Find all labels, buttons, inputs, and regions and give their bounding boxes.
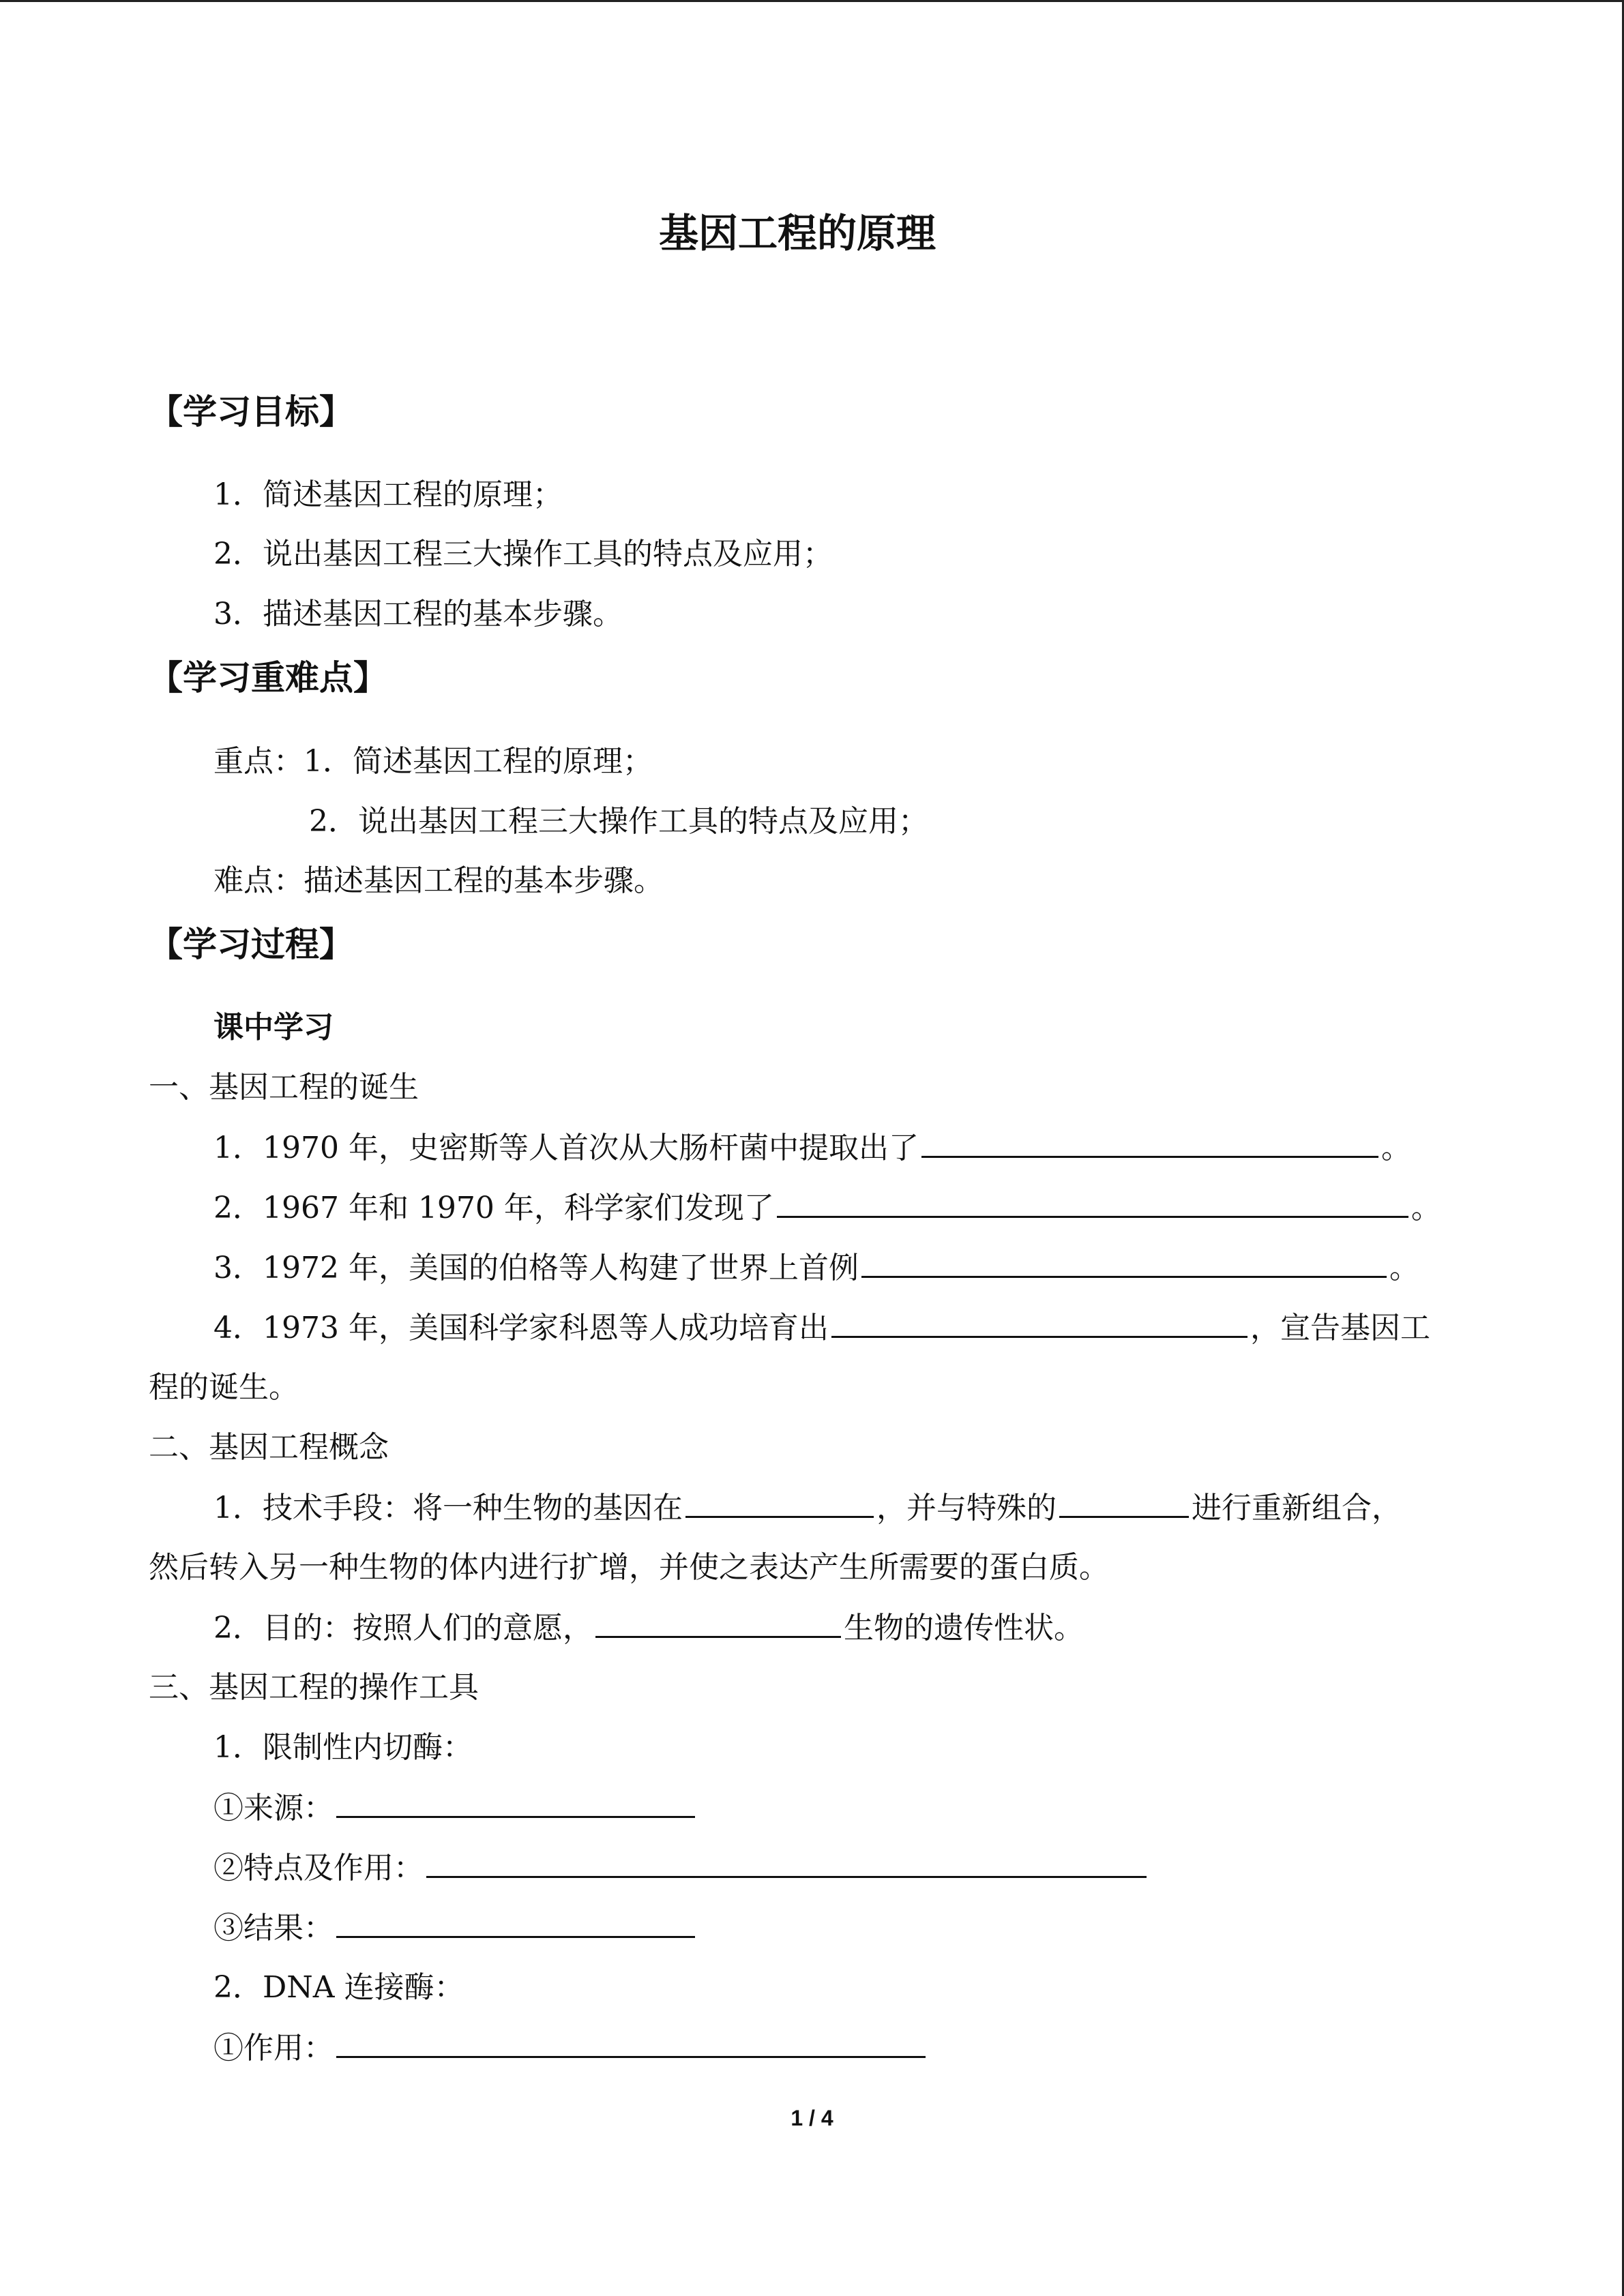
page-top-border — [0, 0, 1624, 2]
part2-q2-a: 2．目的：按照人们的意愿， — [213, 1611, 593, 1645]
part1-q2-text: 2．1967 年和 1970 年，科学家们发现了 — [213, 1191, 774, 1225]
part2-title: 二、基因工程概念 — [149, 1430, 389, 1465]
keypoint-2: 2．说出基因工程三大操作工具的特点及应用； — [309, 804, 928, 839]
goal-item-1: 1．简述基因工程的原理； — [213, 477, 563, 512]
page-title: 基因工程的原理 — [659, 210, 936, 256]
part3-title: 三、基因工程的操作工具 — [149, 1670, 479, 1705]
part1-q4-end: ，宣告基因工 — [1250, 1311, 1430, 1345]
enzyme1-feature — [213, 1847, 1149, 1889]
part1-q1-text: 1．1970 年，史密斯等人首次从大肠杆菌中提取出了 — [213, 1131, 919, 1165]
part1-q3-text: 3．1972 年，美国的伯格等人构建了世界上首例 — [213, 1251, 859, 1285]
part2-q1-b: ，并与特殊的 — [876, 1491, 1057, 1525]
part1-q1 — [213, 1127, 1411, 1169]
enzyme2-title: 2．DNA 连接酶： — [213, 1970, 464, 2005]
part1-q4-continued: 程的诞生。 — [149, 1370, 299, 1405]
subheading-in-class: 课中学习 — [213, 1010, 334, 1045]
part2-q1-c: 进行重新组合， — [1192, 1491, 1402, 1525]
part1-q3-end: 。 — [1389, 1251, 1419, 1285]
part1-q2-end: 。 — [1411, 1191, 1441, 1225]
answer-blank[interactable] — [336, 1787, 695, 1818]
goal-item-2: 2．说出基因工程三大操作工具的特点及应用； — [213, 537, 833, 571]
difficulty: 难点：描述基因工程的基本步骤。 — [213, 863, 664, 898]
page-number: 1 / 4 — [791, 2106, 833, 2130]
answer-blank[interactable] — [1059, 1487, 1189, 1518]
enzyme2-function — [213, 2027, 928, 2069]
enzyme1-result — [213, 1907, 698, 1949]
answer-blank[interactable] — [336, 1907, 695, 1938]
part2-q1-continued: 然后转入另一种生物的体内进行扩增，并使之表达产生所需要的蛋白质。 — [149, 1550, 1109, 1585]
enzyme1-source — [213, 1787, 698, 1829]
answer-blank[interactable] — [685, 1487, 874, 1518]
part2-q1-a: 1．技术手段：将一种生物的基因在 — [213, 1491, 683, 1525]
enzyme2-function-label: ①作用： — [213, 2031, 334, 2066]
section-heading-goals: 【学习目标】 — [149, 392, 353, 432]
answer-blank[interactable] — [336, 2027, 926, 2058]
part2-q1 — [213, 1487, 1402, 1529]
enzyme1-title: 1．限制性内切酶： — [213, 1730, 473, 1765]
enzyme1-source-label: ①来源： — [213, 1791, 334, 1825]
enzyme1-feature-label: ②特点及作用： — [213, 1851, 424, 1885]
answer-blank[interactable] — [777, 1187, 1408, 1218]
answer-blank[interactable] — [426, 1847, 1147, 1878]
part1-q3 — [213, 1247, 1419, 1289]
answer-blank[interactable] — [595, 1607, 841, 1638]
part1-q2 — [213, 1187, 1441, 1229]
part1-title: 一、基因工程的诞生 — [149, 1070, 419, 1105]
answer-blank[interactable] — [921, 1127, 1378, 1158]
section-heading-process: 【学习过程】 — [149, 925, 353, 964]
part1-q4 — [213, 1307, 1430, 1349]
part1-q1-end: 。 — [1381, 1131, 1411, 1165]
part2-q2 — [213, 1607, 1084, 1649]
answer-blank[interactable] — [831, 1307, 1247, 1338]
answer-blank[interactable] — [861, 1247, 1387, 1278]
goal-item-3: 3．描述基因工程的基本步骤。 — [213, 597, 623, 631]
keypoint-1: 重点：1．简述基因工程的原理； — [213, 744, 653, 779]
part1-q4-text: 4．1973 年，美国科学家科恩等人成功培育出 — [213, 1311, 829, 1345]
part2-q2-b: 生物的遗传性状。 — [844, 1611, 1084, 1645]
section-heading-keypoints: 【学习重难点】 — [149, 658, 387, 698]
enzyme1-result-label: ③结果： — [213, 1911, 334, 1945]
